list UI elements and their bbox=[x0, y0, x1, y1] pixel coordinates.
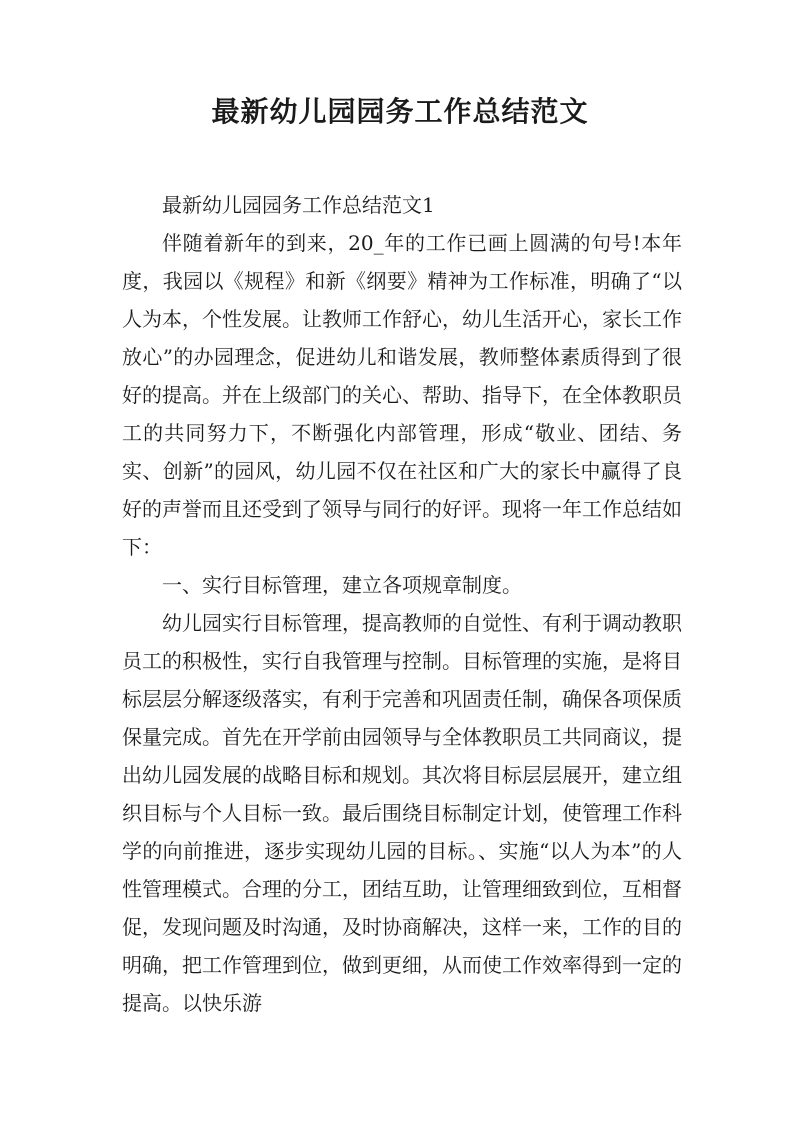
section-heading: 最新幼儿园园务工作总结范文1 bbox=[162, 193, 435, 217]
document-title: 最新幼儿园园务工作总结范文 bbox=[211, 95, 589, 128]
section-heading: 一、实行目标管理，建立各项规章制度。 bbox=[162, 573, 522, 597]
document-body bbox=[122, 186, 682, 1022]
body-paragraph: 幼儿园实行目标管理，提高教师的自觉性、有利于调动教职员工的积极性，实行自我管理与控制。目标管理的实施，是将目标层层分解逐级落实，有利于完善和巩固责任制，确保各项保质保量完成。首先在开学前由园领导与全体教职员工共同商议，提出幼儿园发展的战略目标和规划。其次将目标层层展开，建立组织目标与个人目标一致。最后围绕目标制定计划，使管理工作科学的向前推进，逐步实现幼儿园的目标。、实施“以人为本”的人性管理模式。合理的分工，团结互助，让管理细致到位，互相督促，发现问题及时沟通，及时协商解决，这样一来，工作的目的明确，把工作管理到位，做到更细，从而使工作效率得到一定的提高。以快乐游 bbox=[122, 611, 682, 1015]
body-paragraph: 伴随着新年的到来，20_年的工作已画上圆满的句号!本年度，我园以《规程》和新《纲要》精神为工作标准，明确了“以人为本，个性发展。让教师工作舒心，幼儿生活开心，家长工作放心”的办园理念，促进幼儿和谐发展，教师整体素质得到了很好的提高。并在上级部门的关心、帮助、指导下，在全体教职员工的共同努力下，不断强化内部管理，形成“敬业、团结、务实、创新”的园风，幼儿园不仅在社区和广大的家长中赢得了良好的声誉而且还受到了领导与同行的好评。现将一年工作总结如下： bbox=[122, 231, 682, 559]
